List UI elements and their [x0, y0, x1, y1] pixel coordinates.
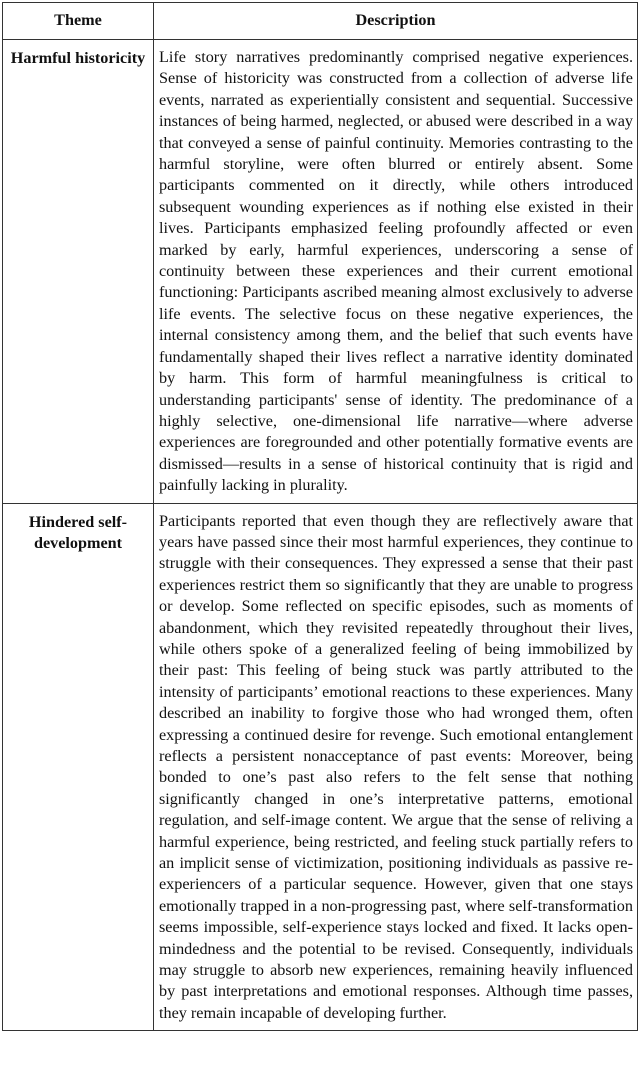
themes-table [2, 2, 638, 1031]
table-header-row [3, 3, 638, 40]
theme-cell: Hindered self-development [3, 503, 154, 1031]
description-cell: Participants reported that even though they are reflectively aware that years have passed since their most harmful experiences, they continue to struggle with their consequences. They expressed a sense that their past experiences restrict them so significantly that they are unable to progress or develop. Some reflected on specific episodes, such as moments of abandonment, which they revisited repeatedly throughout their lives, while others spoke of a generalized feeling of being immobilized by their past: This feeling of being stuck was partly attributed to the intensity of participants’ emotional reactions to these experiences. Many described an inability to forgive those who had wronged them, often expressing a continued desire for revenge. Such emotional entanglement reflects a persistent nonacceptance of past events: Moreover, being bonded to one’s past also refers to the felt sense that nothing significantly changed in one’s interpretative patterns, emotional regulation, and self-image content. We argue that the sense of reliving a harmful experience, being restricted, and feeling stuck partially refers to an implicit sense of victimization, positioning individuals as passive re-experiencers of a particular sequence. However, given that one stays emotionally trapped in a non-progressing past, where self-transformation seems impossible, self-experience stays locked and fixed. It lacks open-mindedness and the potential to be revised. Consequently, individuals may struggle to absorb new experiences, remaining heavily influenced by past interpretations and emotional responses. Although time passes, they remain incapable of developing further. [154, 503, 638, 1031]
theme-cell: Harmful historicity [3, 40, 154, 504]
table-row [3, 503, 638, 1031]
header-theme: Theme [3, 3, 154, 40]
description-cell: Life story narratives predominantly comprised negative experiences. Sense of historicity was constructed from a collection of adverse life events, narrated as experientially consistent and sequential. Successive instances of being harmed, neglected, or abused were described in a way that conveyed a sense of painful continuity. Memories contrasting to the harmful storyline, were often blurred or entirely absent. Some participants commented on it directly, while others introduced subsequent wounding experiences as if nothing else existed in their lives. Participants emphasized feeling profoundly affected or even marked by early, harmful experiences, underscoring a sense of continuity between these experiences and their current emotional functioning: Participants ascribed meaning almost exclusively to adverse life events. The selective focus on these negative experiences, the internal consistency among them, and the belief that such events have fundamentally shaped their lives reflect a narrative identity dominated by harm. This form of harmful meaningfulness is critical to understanding participants' sense of identity. The predominance of a highly selective, one-dimensional life narrative—where adverse experiences are foregrounded and other potentially formative events are dismissed—results in a sense of historical continuity that is rigid and painfully lacking in plurality. [154, 40, 638, 504]
table-row [3, 40, 638, 504]
header-description: Description [154, 3, 638, 40]
